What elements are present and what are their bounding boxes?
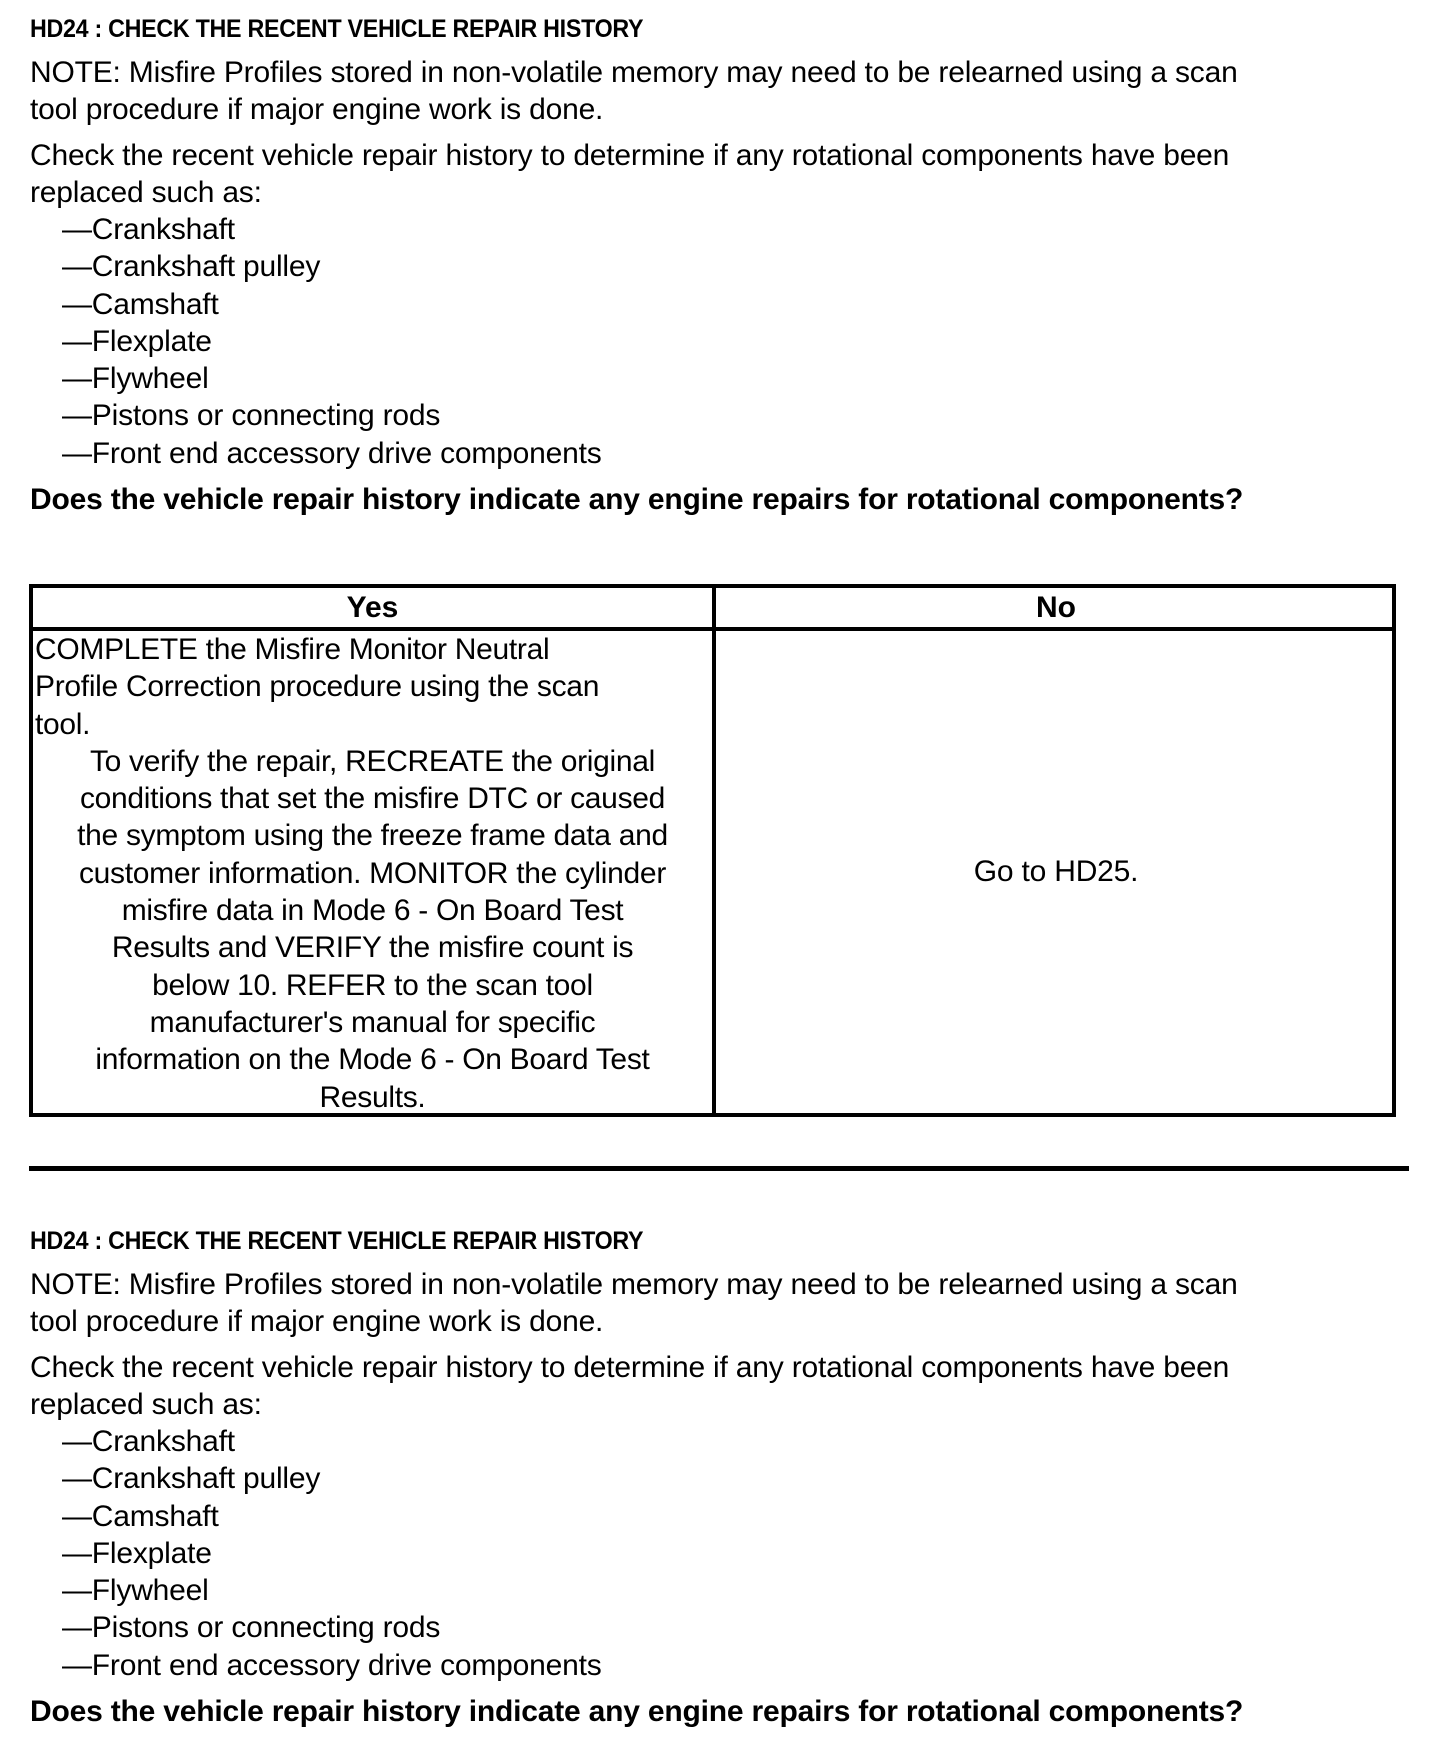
list-item: —Flywheel [62,1574,209,1608]
decision-table [29,584,1396,1117]
yes-line: COMPLETE the Misfire Monitor Neutral [35,633,550,666]
header-yes: Yes [346,591,399,624]
check-line: Check the recent vehicle repair history to determine if any rotational components have been [30,1351,1230,1384]
section-hd24-top [30,14,1430,518]
yes-line: manufacturer's manual for specific [149,1005,596,1039]
yes-line: Results. [319,1080,426,1114]
yes-cell [33,631,712,1116]
list-item: —Crankshaft [62,213,235,246]
note-line: NOTE: Misfire Profiles stored in non-volatile memory may need to be relearned using a scan [30,1268,1238,1301]
list-item: —Flexplate [62,324,212,358]
check-line: replaced such as: [30,1388,262,1421]
section-hd24-bottom [30,1226,1430,1730]
list-item: —Flywheel [62,362,209,396]
yes-line: Results and VERIFY the misfire count is [111,931,634,965]
check-paragraph [30,1349,1430,1423]
yes-line: misfire data in Mode 6 - On Board Test [121,894,624,928]
yes-line: conditions that set the misfire DTC or caused [79,782,666,816]
note-paragraph [30,54,1430,128]
list-item: —Crankshaft [62,1425,235,1458]
list-item: —Pistons or connecting rods [62,1611,441,1645]
check-paragraph [30,137,1430,211]
note-line: tool procedure if major engine work is done. [30,93,604,126]
go-to-hd25-link[interactable]: Go to HD25. [973,855,1139,888]
yes-line: customer information. MONITOR the cylinder [78,856,667,890]
step-question: Does the vehicle repair history indicate any engine repairs for rotational components? [30,483,1244,517]
check-line: Check the recent vehicle repair history to determine if any rotational components have been [30,139,1230,172]
yes-instruction-verify [33,743,712,1116]
no-cell [716,631,1396,1113]
yes-line: the symptom using the freeze frame data and [77,819,668,853]
yes-line: below 10. REFER to the scan tool [152,968,593,1002]
step-question: Does the vehicle repair history indicate any engine repairs for rotational components? [30,1695,1244,1729]
header-no: No [1036,591,1076,624]
component-list [30,1423,1430,1684]
yes-instruction-complete [33,631,712,743]
list-item: —Pistons or connecting rods [62,399,441,433]
list-item: —Camshaft [62,287,219,321]
section-separator [29,1166,1409,1171]
list-item: —Crankshaft pulley [62,250,321,284]
yes-line: Profile Correction procedure using the scan [35,670,600,704]
note-line: tool procedure if major engine work is done. [30,1305,604,1338]
list-item: —Front end accessory drive components [62,1648,602,1682]
list-item: —Camshaft [62,1499,219,1533]
yes-line: information on the Mode 6 - On Board Test [95,1043,650,1077]
check-line: replaced such as: [30,176,262,209]
note-line: NOTE: Misfire Profiles stored in non-volatile memory may need to be relearned using a scan [30,56,1238,89]
note-paragraph [30,1266,1430,1340]
yes-line: To verify the repair, RECREATE the original [89,744,656,778]
list-item: —Crankshaft pulley [62,1462,321,1496]
list-item: —Flexplate [62,1536,212,1570]
component-list [30,211,1430,472]
step-title: HD24 : CHECK THE RECENT VEHICLE REPAIR HISTORY [30,1227,644,1255]
step-title: HD24 : CHECK THE RECENT VEHICLE REPAIR HISTORY [30,15,644,43]
list-item: —Front end accessory drive components [62,436,602,470]
yes-line: tool. [35,707,91,741]
